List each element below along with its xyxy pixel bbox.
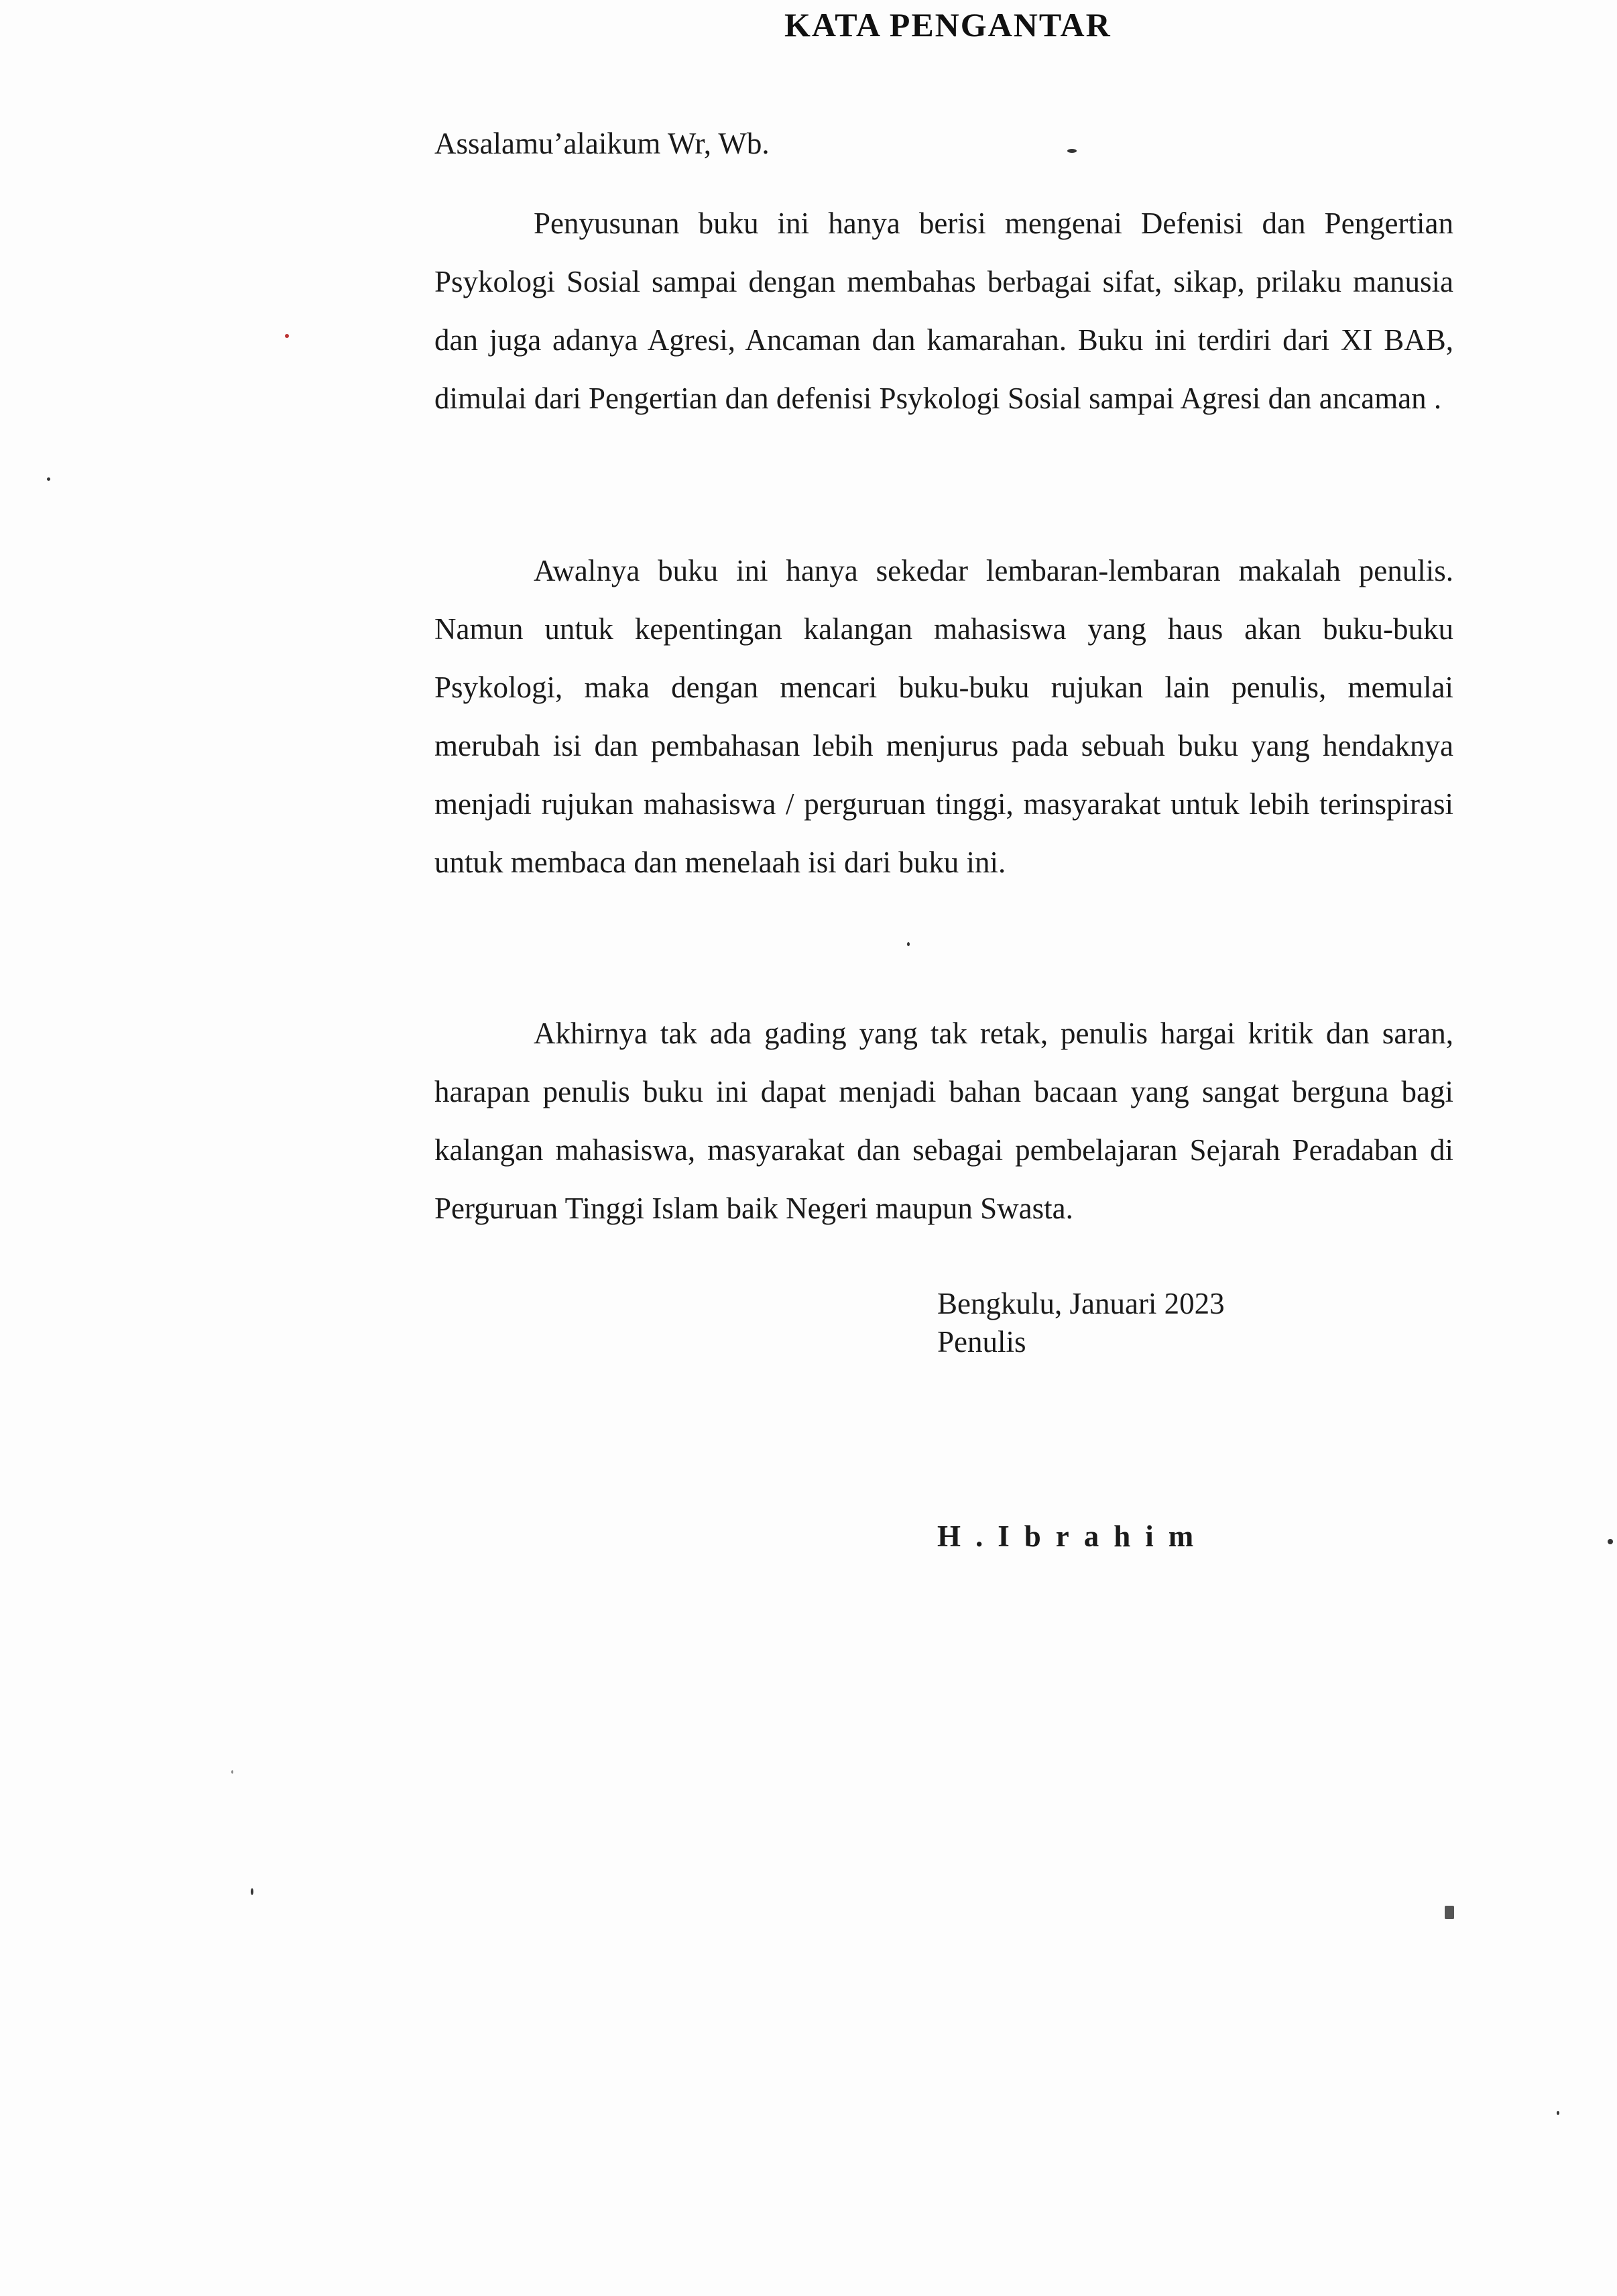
greeting: Assalamu’alaikum Wr, Wb.: [434, 127, 770, 160]
signature-place-date: Bengkulu, Januari 2023: [937, 1287, 1225, 1320]
paragraph-1: Penyusunan buku ini hanya berisi mengenai Defenisi dan Pengertian Psykologi Sosial sampai dengan membahas berbagai sifat, sikap, prilaku manusia dan juga adanya Agresi, Ancaman dan kamarahan. Buku ini terdiri dari XI BAB, dimulai dari Pengertian dan defenisi Psykologi Sosial sampai Agresi dan ancaman .: [434, 207, 1453, 415]
scan-speck: [285, 334, 289, 338]
scan-speck: [251, 1888, 253, 1895]
scan-speck: [1067, 149, 1077, 153]
signature-name: H.Ibrahim: [937, 1519, 1209, 1553]
scan-speck: [907, 942, 910, 946]
signature-role: Penulis: [937, 1325, 1026, 1359]
scan-speck: [1445, 1906, 1454, 1919]
paragraph-2: Awalnya buku ini hanya sekedar lembaran-lembaran makalah penulis. Namun untuk kepentingan kalangan mahasiswa yang haus akan buku-buku Psykologi, maka dengan mencari buku-buku rujukan lain penulis, memulai merubah isi dan pembahasan lebih menjurus pada sebuah buku yang hendaknya menjadi rujukan mahasiswa / perguruan tinggi, masyarakat untuk lebih terinspirasi untuk membaca dan menelaah isi dari buku ini.: [434, 554, 1453, 879]
paragraph-3: Akhirnya tak ada gading yang tak retak, penulis hargai kritik dan saran, harapan penulis buku ini dapat menjadi bahan bacaan yang sangat berguna bagi kalangan mahasiswa, masyarakat dan sebagai pembelajaran Sejarah Peradaban di Perguruan Tinggi Islam baik Negeri maupun Swasta.: [434, 1017, 1453, 1225]
page-title: KATA PENGANTAR: [784, 6, 1112, 44]
scan-speck: [47, 477, 50, 481]
scan-speck: [231, 1770, 233, 1774]
scan-speck: [1557, 2111, 1559, 2115]
scan-speck: [1608, 1539, 1613, 1544]
